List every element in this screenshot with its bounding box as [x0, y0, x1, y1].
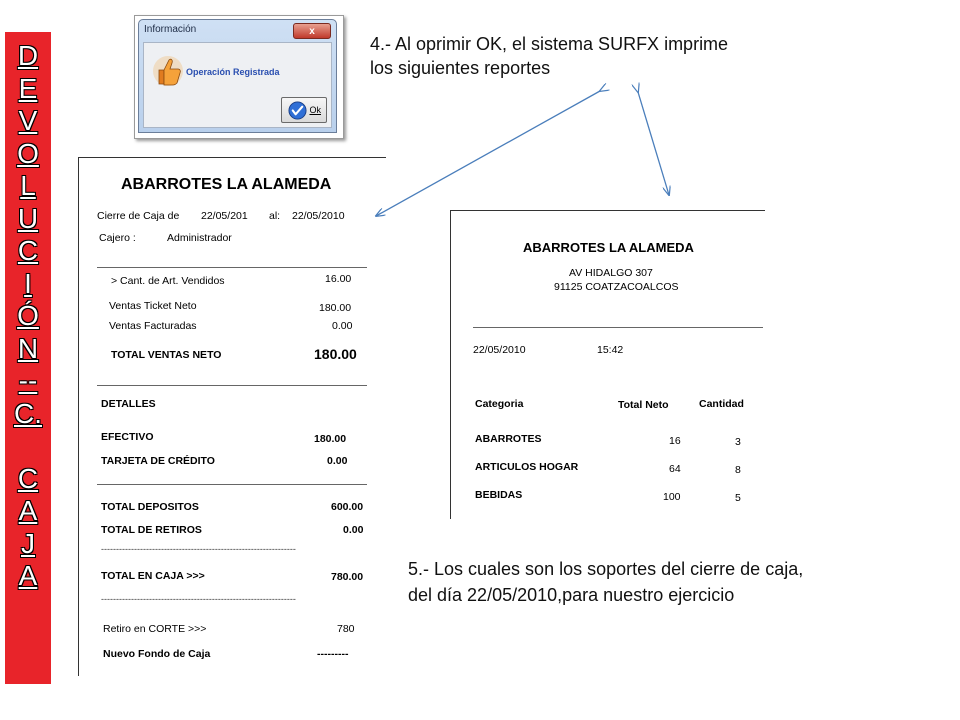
cierre-label: Cierre de Caja de [97, 210, 180, 222]
row-categoria: BEBIDAS [475, 489, 523, 501]
row-value: 180.00 [319, 302, 352, 314]
row-cantidad: 3 [735, 436, 741, 448]
header-total-neto: Total Neto [618, 399, 669, 411]
title-letter: J [21, 527, 35, 559]
retiros-value: 0.00 [343, 524, 364, 536]
report-store-name: ABARROTES LA ALAMEDA [121, 176, 332, 193]
tarjeta-label: TARJETA DE CRÉDITO [101, 455, 215, 467]
dialog-body [143, 42, 332, 128]
title-letter: -- [18, 365, 38, 396]
ok-button[interactable] [281, 97, 327, 123]
title-letter: E [18, 72, 38, 104]
divider [473, 327, 763, 328]
row-label: > Cant. de Art. Vendidos [111, 275, 225, 287]
dialog-screenshot [134, 15, 344, 139]
row-cantidad: 5 [735, 492, 741, 504]
row-total: 64 [669, 463, 681, 475]
title-letter: Ó [17, 300, 39, 331]
total-ventas-label: TOTAL VENTAS NETO [111, 349, 222, 361]
row-categoria: ABARROTES [475, 433, 542, 445]
cajero-value: Administrador [167, 232, 232, 244]
cierre-al: al: [269, 210, 281, 222]
title-letter: N [17, 332, 39, 364]
divider [97, 267, 367, 268]
title-letter: V [18, 105, 38, 136]
title-letter: C [17, 235, 39, 266]
title-letter: O [17, 137, 39, 169]
retiros-label: TOTAL DE RETIROS [101, 524, 202, 536]
total-caja-value: 780.00 [331, 571, 364, 583]
title-letter: L [20, 170, 36, 201]
address-line2: 91125 COATZACOALCOS [554, 281, 679, 293]
header-cantidad: Cantidad [699, 398, 744, 410]
retiro-corte-label: Retiro en CORTE >>> [103, 623, 207, 635]
title-letter: C. [14, 397, 42, 429]
ok-label: Ok [309, 105, 321, 115]
retiro-corte-value: 780 [337, 623, 355, 635]
cierre-from: 22/05/201 [201, 210, 248, 222]
checkmark-icon [288, 101, 307, 120]
report-ventas-categoria [450, 210, 765, 519]
row-label: Ventas Facturadas [109, 320, 197, 332]
row-label: Ventas Ticket Neto [109, 300, 197, 312]
arrow-to-report-cierre [376, 91, 600, 216]
divider [97, 484, 367, 485]
caption-step5: 5.- Los cuales son los soportes del cierre de caja, del día 22/05/2010,para nuestro ejercicio [408, 559, 804, 605]
title-letter: C [17, 462, 39, 494]
close-button[interactable] [293, 23, 331, 39]
efectivo-label: EFECTIVO [101, 431, 154, 443]
dash-separator: ----------------------------------------------------------------- [101, 594, 296, 604]
cierre-to: 22/05/2010 [292, 210, 345, 222]
depositos-value: 600.00 [331, 501, 364, 513]
header-categoria: Categoria [475, 398, 524, 410]
address-line1: AV HIDALGO 307 [569, 267, 653, 279]
report-time: 15:42 [597, 344, 624, 356]
report-date: 22/05/2010 [473, 344, 526, 356]
detalles-label: DETALLES [101, 398, 156, 410]
title-letter: D [17, 40, 39, 71]
dialog-message: Operación Registrada [186, 67, 280, 77]
row-cantidad: 8 [735, 464, 741, 476]
row-total: 16 [669, 435, 681, 447]
title-letter: A [18, 560, 38, 591]
row-categoria: ARTICULOS HOGAR [475, 461, 579, 473]
title-letter: U [17, 202, 39, 234]
depositos-label: TOTAL DEPOSITOS [101, 501, 199, 513]
info-dialog [138, 19, 337, 133]
title-letter: I [24, 267, 32, 299]
close-icon: x [309, 25, 315, 37]
report-store-name: ABARROTES LA ALAMEDA [523, 240, 694, 255]
total-caja-label: TOTAL EN CAJA >>> [101, 570, 205, 582]
row-value: 0.00 [332, 320, 353, 332]
cajero-label: Cajero : [99, 232, 136, 244]
title-letter: A [18, 495, 38, 526]
caption-step4: 4.- Al oprimir OK, el sistema SURFX imprime los siguientes reportes [370, 34, 729, 78]
arrow-to-report-ventas [638, 92, 669, 195]
total-ventas-value: 180.00 [314, 346, 357, 362]
row-value: 16.00 [325, 273, 352, 285]
nuevo-fondo-label: Nuevo Fondo de Caja [103, 648, 211, 660]
efectivo-value: 180.00 [314, 433, 347, 445]
vertical-title-bar [5, 32, 51, 684]
row-total: 100 [663, 491, 681, 503]
dash-separator: ----------------------------------------------------------------- [101, 544, 296, 554]
tarjeta-value: 0.00 [327, 455, 348, 467]
report-cierre-caja [78, 157, 386, 676]
divider [97, 385, 367, 386]
dialog-title: Información [144, 24, 197, 35]
thumbs-up-icon [150, 53, 186, 89]
nuevo-fondo-value: --------- [317, 648, 349, 660]
